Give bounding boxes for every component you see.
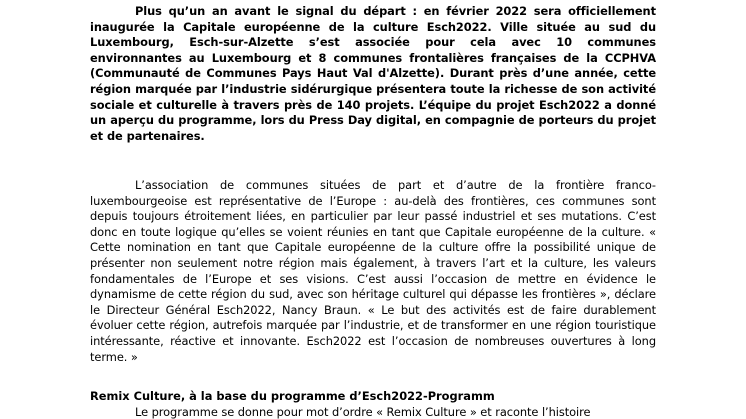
- next-paragraph: Le programme se donne pour mot d’ordre « Remix Culture » et raconte l’histoire: [135, 405, 591, 419]
- section-heading: Remix Culture, à la base du programme d’Esch2022-Programm: [90, 389, 495, 403]
- intro-paragraph: Plus qu’un an avant le signal du départ : en février 2022 sera officiellement inaugurée la Capitale européenne de la culture Esch2022. Ville située au sud du Luxembourg, Esch-sur-Alzette s’est associée pour cela avec 10 communes environnantes au Luxembourg et 8 communes frontalières françaises de la CCPHVA (Communauté de Communes Pays Haut Val d'Alzette). Durant près d’une année, cette région marquée par l’industrie sidérurgique présentera toute la richesse de son activité sociale et culturelle à travers près de 140 projets. L’équipe du projet Esch2022 a donné un aperçu du programme, lors du Press Day digital, en compagnie de porteurs du projet et de partenaires.: [90, 4, 656, 143]
- body-paragraph: L’association de communes situées de part et d’autre de la frontière franco-luxembourgeoise est représentative de l’Europe : au-delà des frontières, ces communes sont depuis toujours étroitement liées, en particulier par leur passé industriel et ses mutations. C’est donc en toute logique qu’elles se voient réunies en tant que Capitale européenne de la culture. « Cette nomination en tant que Capitale européenne de la culture offre la possibilité unique de présenter non seulement notre région mais également, à travers l’art et la culture, les valeurs fondamentales de l’Europe et ses visions. C’est aussi l’occasion de mettre en évidence le dynamisme de cette région du sud, avec son héritage culturel qui dépasse les frontières », déclare le Directeur Général Esch2022, Nancy Braun. « Le but des activités est de faire durablement évoluer cette région, autrefois marquée par l’industrie, et de transformer en une région touristique intéressante, réactive et innovante. Esch2022 est l’occasion de nombreuses ouvertures à long terme. »: [90, 178, 656, 364]
